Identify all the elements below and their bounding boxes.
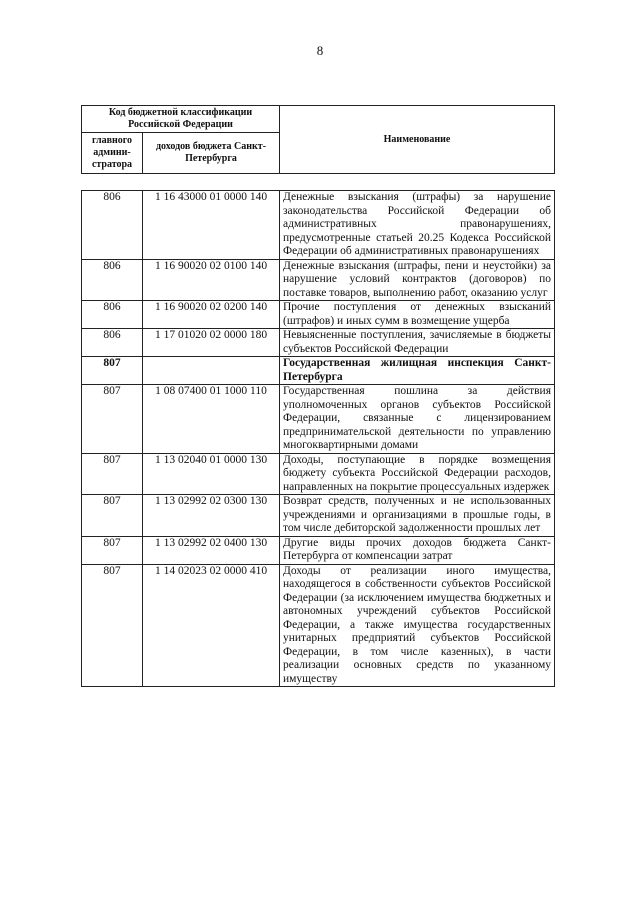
name-cell: Государственная пошлина за действия уполномоченных органов субъектов Российской Федерации, связанные с лицензированием предпринимательской деятельности по управлению многоквартирными домами [280, 385, 555, 454]
page-number: 8 [316, 43, 324, 58]
table-row [82, 495, 555, 537]
income-code-cell: 1 08 07400 01 1000 110 [143, 385, 280, 454]
income-code-cell: 1 16 90020 02 0200 140 [143, 301, 280, 329]
name-cell: Доходы от реализации иного имущества, находящегося в собственности субъектов Российской Федерации (за исключением имущества бюджетных и автономных учреждений субъектов Российской Федерации, а также имущества государственных унитарных предприятий субъектов Российской Федерации, в том числе казенных), в части реализации основных средств по указанному имуществу [280, 564, 555, 687]
table-row [82, 329, 555, 357]
name-cell: Доходы, поступающие в порядке возмещения бюджету субъекта Российской Федерации расходов, направленных на покрытие процессуальных издержек [280, 453, 555, 495]
income-code-cell: 1 17 01020 02 0000 180 [143, 329, 280, 357]
name-cell: Другие виды прочих доходов бюджета Санкт-Петербурга от компенсации затрат [280, 536, 555, 564]
admin-code-cell: 806 [82, 301, 143, 329]
admin-code-cell: 807 [82, 495, 143, 537]
header-code-group: Код бюджетной классификации Российской Федерации [82, 106, 280, 133]
name-cell: Невыясненные поступления, зачисляемые в бюджеты субъектов Российской Федерации [280, 329, 555, 357]
admin-code-cell: 807 [82, 453, 143, 495]
admin-code-cell: 807 [82, 564, 143, 687]
income-code-cell: 1 14 02023 02 0000 410 [143, 564, 280, 687]
table-row [82, 453, 555, 495]
table-header [81, 105, 555, 174]
admin-code-cell: 807 [82, 385, 143, 454]
table-row [82, 259, 555, 301]
header-row-group [82, 106, 555, 133]
admin-code-cell: 807 [82, 536, 143, 564]
income-code-cell: 1 13 02992 02 0400 130 [143, 536, 280, 564]
admin-code-cell: 807 [82, 357, 143, 385]
admin-code-cell: 806 [82, 329, 143, 357]
income-code-cell [143, 357, 280, 385]
header-admin: главного админи-стратора [82, 133, 143, 174]
income-code-cell: 1 13 02040 01 0000 130 [143, 453, 280, 495]
admin-code-cell: 806 [82, 259, 143, 301]
table-row [82, 385, 555, 454]
header-income: доходов бюджета Санкт-Петербурга [143, 133, 280, 174]
income-code-cell: 1 16 90020 02 0100 140 [143, 259, 280, 301]
admin-code-cell: 806 [82, 191, 143, 260]
table-row [82, 301, 555, 329]
name-cell: Денежные взыскания (штрафы) за нарушение законодательства Российской Федерации об административных правонарушениях, предусмотренные статьей 20.25 Кодекса Российской Федерации об административных правонарушениях [280, 191, 555, 260]
income-code-cell: 1 13 02992 02 0300 130 [143, 495, 280, 537]
income-code-cell: 1 16 43000 01 0000 140 [143, 191, 280, 260]
table-row [82, 536, 555, 564]
name-cell: Возврат средств, полученных и не использованных учреждениями и организациями в прошлые годы, в том числе дебиторской задолженности прошлых лет [280, 495, 555, 537]
name-cell: Прочие поступления от денежных взысканий (штрафов) и иных сумм в возмещение ущерба [280, 301, 555, 329]
name-cell: Денежные взыскания (штрафы, пени и неустойки) за нарушение условий контрактов (договоров) по поставке товаров, выполнению работ, оказанию услуг [280, 259, 555, 301]
table-row [82, 564, 555, 687]
name-cell: Государственная жилищная инспекция Санкт-Петербурга [280, 357, 555, 385]
header-name: Наименование [280, 106, 555, 174]
table-row [82, 357, 555, 385]
table-body [81, 190, 555, 687]
table-row [82, 191, 555, 260]
